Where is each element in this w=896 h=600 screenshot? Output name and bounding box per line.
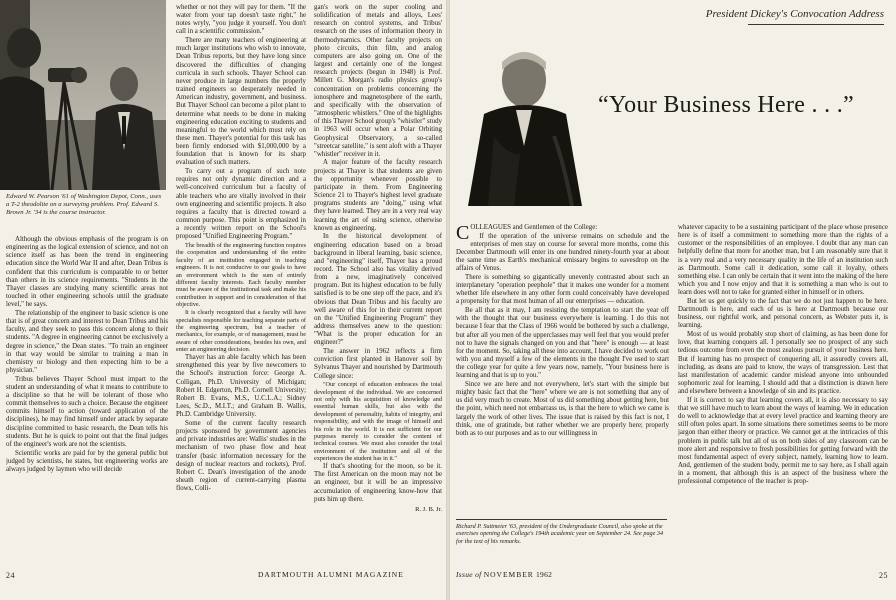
photo-caption: Edward W. Pearson '61 of Washington Depot, Conn., uses a T-2 theodolite on a surveying problem. Prof. Edward S. Brown Jr. '34 is the course instructor. (6, 193, 162, 216)
issue-month: NOVEMBER (483, 570, 534, 579)
paragraph: whether or not they will pay for them. "If the water from your tap doesn't taste right," he notes wryly, "you judge it yourself. You don't call in a scientific commission." (176, 4, 306, 36)
left-column-3 (314, 4, 442, 566)
paragraph: Scientific works are paid for by the general public but judged by scientists, he states, but engineering works are always judged by laymen who will decide (6, 449, 168, 473)
speaker-photo (454, 36, 604, 206)
issue-year: 1962 (536, 570, 553, 579)
header-rule (748, 24, 884, 25)
paragraph: Some of the current faculty research projects sponsored by government agencies and private industries are: Wallis' studies in the mechanism of two phase flow and heat transfer (basic information necessary for the design of nuclear reactors and rockets), Prof. Robert C. Dean's investigation of the anode sheath region of current-carrying plasma flows, Colli- (176, 419, 306, 493)
paragraph: whatever capacity to be a sustaining participant of the place whose presence here is of itself a commitment to something more than the rights of a customer or the responsibilities of an employee. I doubt that any man can helpfully define that more for another man, but I am reasonably sure that it is a very real and a very necessary quality in the life of an institution such as Dartmouth. Some call it dedication, some call it loyalty, others something else. I can only be certain that it went into the making of the here which you and I now enjoy and that it is something a man who is out to learn does well not to take for granted either in himself or in others. (678, 224, 888, 297)
paragraph: To carry out a program of such note requires not only dynamic direction and a well-conceived curriculum but a faculty of able teachers who are vitally involved in their own engineering and scientific projects. It also requires a faculty that is directed toward a common purpose. This point is emphasized in a recently written report on the School's proposed "Unified Engineering Program." (176, 168, 306, 241)
editor-note-text: Richard P. Suttmeier '63, president of the Undergraduate Council, also spoke at the exercises opening the College's 194th academic year on September 24. See page 34 for the text of his remarks. (456, 523, 664, 545)
paragraph: Be all that as it may, I am resisting the temptation to start the year off with the thought that our business everywhere is learning. I do this not because I fear that the Class of 1966 would be bothered by such a challenge, but after all you men of the upperclasses may well feel that you would prefer not to have the signals changed on you and that "here" is enough — at least for the moment. So, taking all these into account, I have decided to work out with you and myself a few of the elements in the thought I've used to start the college year for quite a few years now, namely, "Your business here is learning and that is up to you." (456, 307, 669, 380)
quoted-paragraph: The breadth of the engineering function requires the cooperation and understanding of the entire faculty of an institution engaged in teaching engineers. It is not conducive to our goals to have an environment which is the sum of entirely different faculty interests. Each faculty member must be aware of the institutional task and make his contribution in support and in consideration of that objective. (176, 242, 306, 309)
paragraph: A major feature of the faculty research projects at Thayer is that students are given the opportunity whenever possible to participate in them. From Engineering Science 21 to Thayer's highest level graduate programs students are "doing," using what they have learned. They are in a very real way learning the art of using science, otherwise known as engineering. (314, 159, 442, 232)
running-head: DARTMOUTH ALUMNI MAGAZINE (258, 570, 404, 579)
surveying-photo (0, 0, 166, 190)
left-column-2 (176, 4, 306, 566)
salutation: OLLEAGUES and Gentlemen of the College: (470, 224, 598, 231)
left-page (0, 0, 446, 600)
right-column-2 (678, 224, 888, 566)
paragraph: Tribus believes Thayer School must impart to the student an understanding of what it means to contribute to a discipline so that he will be tolerant of those who commit themselves to such a choice. Because the engineer commits himself to action (toward application of the disciplines), he may find himself under attack by separate discipline committed to basic research, the Dean tells his students. But he is quick to point out that the final judges of the engineer's work are not the scientists. (6, 375, 168, 448)
issue-prefix: Issue of (456, 570, 482, 579)
right-column-1 (456, 224, 669, 516)
paragraph: If the operation of the universe remains on schedule and the enterprises of men stay on course for several more months, come this December Dartmouth will enter its one hundred ninety-fourth year at about the same time as Earth's mechanical emissary begins to eavesdrop on the affairs of Venus. (456, 232, 669, 273)
paragraph: In the historical development of engineering education based on a broad background in liberal learning, basic science, and "engineering" itself, Thayer has a proud record. The School also has vitality derived from a new, imaginatively conceived program. But its highest education to be fully satisfied is to be one step off the pace, and it's obvious that Dean Tribus and his faculty are well aware of this for in their current report on the "Unified Engineering Program" they address themselves anew to the question: "What is the proper education for an engineer?" (314, 233, 442, 347)
article-header: President Dickey's Convocation Address (705, 8, 884, 20)
editor-note (456, 519, 667, 545)
paragraph: The answer in 1962 reflects a firm conviction first planted in Hanover soil by Sylvanus Thayer and nourished by Dartmouth College since: (314, 348, 442, 380)
issue-line (456, 570, 552, 579)
article-title: “Your Business Here . . .” (598, 92, 855, 118)
paragraph: Since we are here and not everywhere, let's start with the simple but mighty basic fact that the "here" where we are is not something that any of us did very much to create. Most of us did something about getting here, but the point, which need not embarrass us, is that the here to which we came is largely the work of other lives. The issue that is raised by this fact is not, I think, one of gratitude, but rather whether we are properly here; properly both as to our purposes and as to our willingness in (456, 380, 669, 437)
right-page (450, 0, 896, 600)
paragraph: gan's work on the super cooling and solidification of metals and alloys, Lees' research on control systems, and Tribus' research on the uses of information theory in thermodynamics. Other faculty projects on photo circuits, thin film, and analog computers are also going on. One of the largest and certainly one of the longest research projects (begun in 1948) is Prof. Millett G. Morgan's radio physics group's concentration on problems concerning the ionosphere and magnetosphere of the earth, and specifically with the observation of "atmospheric whistlers." One of the highlights of this Thayer School group's "whistler" study in 1963 will occur when a Polar Orbiting Geophysical Observatory, a so-called "streetcar satellite," is sent aloft with a Thayer "whistler" receiver in it. (314, 4, 442, 158)
drop-cap: C (456, 224, 470, 244)
surveying-photo-icon (0, 0, 166, 190)
paragraph: But let us get quickly to the fact that we do not just happen to be here. Dartmouth is here, and each of us is here at Dartmouth because our business, our rightful work, and personal concern, as Webster puts it, is learning. (678, 297, 888, 330)
paragraph: There is something so gigantically unevenly contrasted about such an interplanetary "operation peephole" that it makes one wonder for a moment whether life elsewhere in any other form could conceivably have developed a propensity for that most human of all our enterprises — education. (456, 273, 669, 306)
paragraph: Thayer has an able faculty which has been strengthened this year by five newcomers to the School's instruction force: George A. Colligan, Ph.D. University of Michigan; Robert H. Edgerton, Ph.D. Cornell University; Robert B. Evans, M.S., U.C.L.A.; Sidney Lees, Sc.D., M.I.T.; and Graham B. Wallis, Ph.D. Cambridge University. (176, 354, 306, 419)
opening-line (456, 224, 669, 244)
paragraph: The relationship of the engineer to basic science is one that is of great concern and interest to Dean Tribus and his faculty, and they seek to pass this concern along to their students. "A degree in engineering cannot be exclusively a degree in science," the Dean states. "To train an engineer in that way would be similar to training a man in chemistry or biology and then expecting him to be a physician." (6, 309, 168, 374)
page-number-right: 25 (879, 571, 888, 580)
page-number-left: 24 (6, 571, 15, 580)
left-column-1 (6, 236, 168, 566)
quoted-paragraph: "Our concept of education embraces the total development of the individual. We are concerned not only with his acquisition of knowledge and essential human skills, but also with the development of personality, habits of integrity, and responsibility, and with the image of himself and his role in the world. It is not sufficient for our purposes merely to consider the content of technical courses. We must also consider the total environment of the institution and all of the experiences the student has in it." (314, 381, 442, 463)
speaker-portrait-icon (454, 36, 604, 206)
paragraph: There are many teachers of engineering at much larger institutions who wish to innovate, Dean Tribus reports, but they have long since discovered the difficulties of changing curricula in such schools. Thayer School can never produce in large numbers the properly trained engineers so desperately needed in American industry, government, and business. But Thayer School can become a pilot plant to determine what needs to be done in making engineering education exciting to students and meaningful to the world which must rely on these men. Thayer's potential for this task has been firmly endorsed with $1,000,000 by a foundation that is known for its sharp evaluation of such matters. (176, 37, 306, 167)
quoted-paragraph: It is clearly recognized that a faculty will have specialists responsible for teaching separate parts of the engineering spectrum, but a teacher of mechanics, for example, or of management, must be aware of other considerations, besides his own, and enter an engineering decision. (176, 309, 306, 354)
paragraph: Although the obvious emphasis of the program is on engineering as the logical extension of science, and not on science itself as has been the trend in engineering education since the World War II and after, Dean Tribus is confident that this curriculum is comparable to or better than others in its science requirements. "Students in the Thayer classes are studying many scientific areas not touched in other engineering schools until the graduate level," he says. (6, 236, 168, 309)
paragraph: Most of us would probably stop short of claiming, as has been done for love, that learning conquers all. I personally see no prospect of any such tedious outcome from even the most zealous pursuit of your business here. But if learning has no prospect of conquering all, it assuredly covers all, including, as deans are paid to know, the ways of transgression. Lest that last manifestation of academic candor mislead anyone into unbounded sophomoric zeal for learning, I should add that a distinction is drawn here and elsewhere between a knowledge of sin and its practice. (678, 331, 888, 396)
signature: R. J. B. Jr. (415, 505, 442, 513)
paragraph: If it is correct to say that learning covers all, it is also necessary to say that we still have much to learn about the ways of learning. We in education do well to acknowledge that at every level practice and learning theory are still often poles apart. In some situations there sometimes seems to be more jargon than either theory or practice. We cannot get at the intricacies of this problem in public talk but all of us on both sides of any classroom can be more alert and responsive to fresh possibilities for getting forward with the most fundamental aspect of every subject, namely, learning how to learn. And, gentlemen of the student body, permit me to say here, as I shall again in a moment, that although this is an aspect of the business where the professional competence of the teacher is prop- (678, 396, 888, 486)
paragraph: If that's shooting for the moon, so be it. The first American on the moon may not be an engineer, but it will be an impressive accumulation of engineering know-how that puts him up there. (314, 463, 442, 503)
